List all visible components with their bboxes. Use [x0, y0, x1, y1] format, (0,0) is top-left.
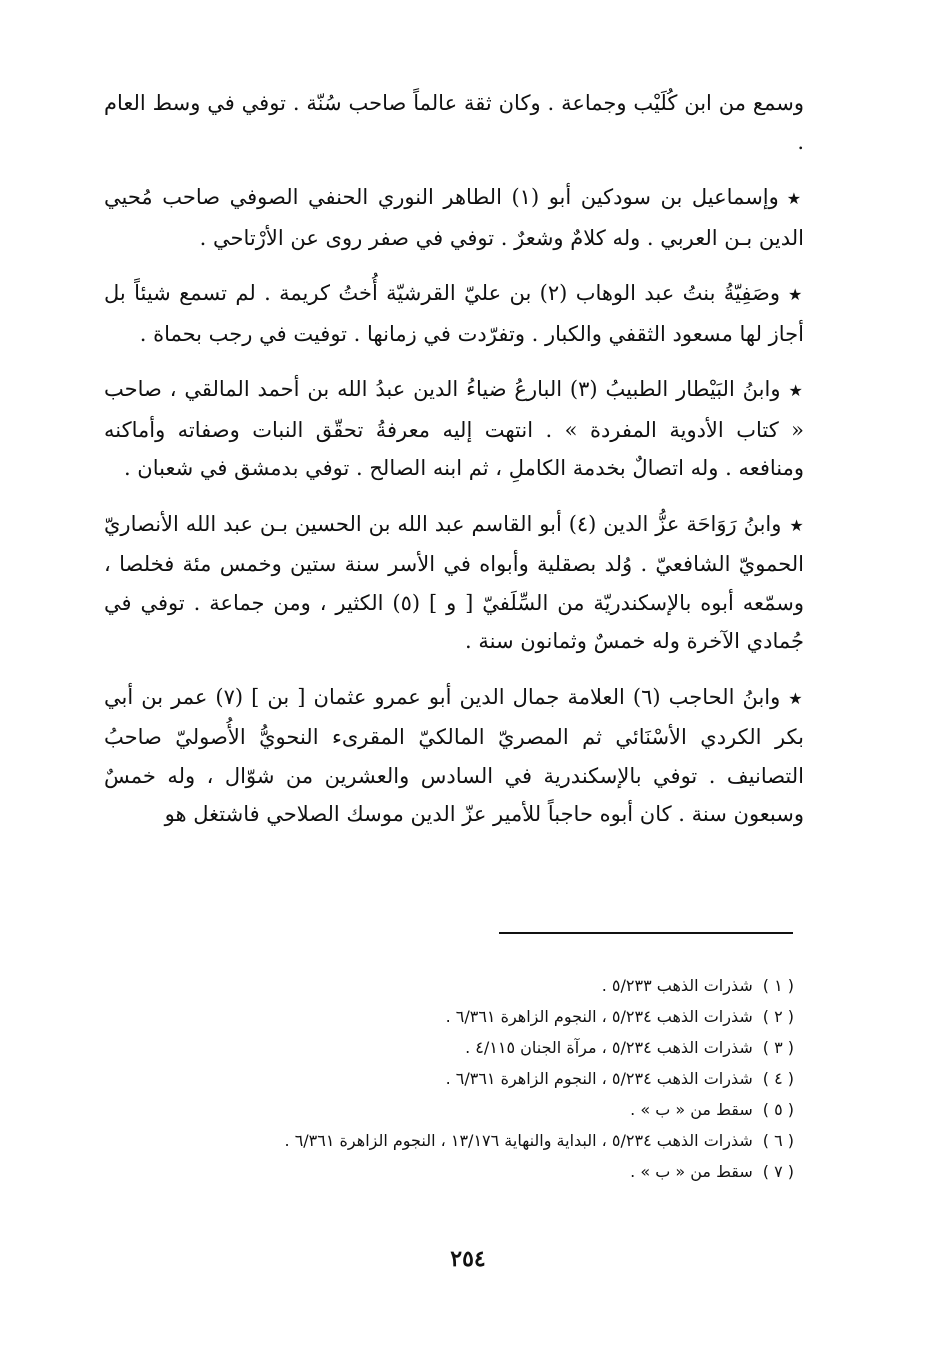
- star-icon: ★: [788, 381, 805, 400]
- entry-paragraph: [104, 274, 804, 353]
- entry-paragraph: [104, 505, 804, 661]
- entry-paragraph: [104, 178, 804, 257]
- footnote-number: ( ٢ ): [762, 1007, 794, 1026]
- paragraph-text: وابنُ رَوَاحَة عزُّ الدين (٤) أبو القاسم عبد الله بن الحسين بـن عبد الله الأنصاريّ الحمويّ الشافعيّ . وُلد بصقلية وأبواه في الأسر سنة ستين وخمس مئة فخلصا ، وسمّعه أبوه بالإسكندريّة من السِّلَفيّ [ و ] (٥) الكثير ، ومن جماعة . توفي في جُمادي الآخرة وله خمسٌ وثمانون سنة .: [104, 511, 804, 653]
- main-text: [104, 84, 804, 851]
- footnote-text: شذرات الذهب ٥/٢٣٤ ، البداية والنهاية ١٣/١٧٦ ، النجوم الزاهرة ٦/٣٦١ .: [284, 1131, 753, 1150]
- footnote-text: شذرات الذهب ٥/٢٣٤ ، النجوم الزاهرة ٦/٣٦١ .: [445, 1069, 753, 1088]
- footnote-text: شذرات الذهب ٥/٢٣٤ ، مرآة الجنان ٤/١١٥ .: [465, 1038, 753, 1057]
- star-icon: ★: [786, 189, 804, 208]
- footnote-text: شذرات الذهب ٥/٢٣٤ ، النجوم الزاهرة ٦/٣٦١ .: [445, 1007, 753, 1026]
- footnote-number: ( ٣ ): [762, 1038, 794, 1057]
- paragraph-text: وابنُ البَيْطار الطبيبُ (٣) البارعُ ضياءُ الدين عبدُ الله بن أحمد المالقي ، صاحب « كتاب الأدوية المفردة » . انتهت إليه معرفةُ تحقّق النبات وصفاته وأماكنه ومنافعه . وله اتصالٌ بخدمة الكاملِ ، ثم ابنه الصالح . توفي بدمشق في شعبان .: [104, 377, 804, 480]
- footnote: [120, 1156, 794, 1187]
- paragraph-continuation: [104, 84, 804, 161]
- star-icon: ★: [787, 285, 805, 304]
- footnote: [120, 1094, 794, 1125]
- star-icon: ★: [788, 688, 805, 708]
- footnote-number: ( ٥ ): [762, 1100, 794, 1119]
- paragraph-text: وابنُ الحاجب (٦) العلامة جمال الدين أبو عمرو عثمان [ بن ] (٧) عمر بن أبي بكر الكردي الأسْنَائي ثم المصريّ المالكيّ المقرىء النحويُّ الأُصوليّ صاحبُ التصانيف . توفي بالإسكندرية في السادس والعشرين من شوّال ، وله خمسٌ وسبعون سنة . كان أبوه حاجباً للأمير عزّ الدين موسك الصلاحي فاشتغل هو: [104, 684, 804, 826]
- footnote-text: سقط من « ب » .: [630, 1100, 753, 1119]
- footnote: [120, 1001, 794, 1032]
- footnote-text: سقط من « ب » .: [630, 1162, 753, 1181]
- footnote-number: ( ٦ ): [762, 1131, 794, 1150]
- footnotes: [120, 970, 794, 1187]
- footnote-number: ( ٧ ): [762, 1162, 794, 1181]
- footnote: [120, 1032, 794, 1063]
- footnote-number: ( ٤ ): [762, 1069, 794, 1088]
- page-number: ٢٥٤: [450, 1246, 486, 1272]
- footnote-text: شذرات الذهب ٥/٢٣٣ .: [601, 976, 753, 995]
- star-icon: ★: [789, 515, 804, 535]
- paragraph-text: وسمع من ابن كُلَيْب وجماعة . وكان ثقة عالماً صاحب سُنّة . توفي في وسط العام .: [104, 91, 804, 154]
- footnote-separator: [499, 932, 793, 934]
- footnote: [120, 970, 794, 1001]
- entry-paragraph: [104, 678, 804, 834]
- paragraph-text: وصَفِيّةُ بنتُ عبد الوهاب (٢) بن عليّ القرشيّة أُختُ كريمة . لم تسمع شيئاً بل أجاز لها مسعود الثقفي والكبار . وتفرّدت في زمانها . توفيت في رجب بحماة .: [104, 281, 804, 346]
- paragraph-text: وإسماعيل بن سودكين أبو (١) الطاهر النوري الحنفي الصوفي صاحب مُحيي الدين بـن العربي . وله كلامٌ وشعرٌ . توفي في صفر روى عن الأرْتاحي .: [104, 185, 804, 250]
- entry-paragraph: [104, 370, 804, 488]
- footnote-number: ( ١ ): [762, 976, 794, 995]
- footnote: [120, 1063, 794, 1094]
- footnote: [120, 1125, 794, 1156]
